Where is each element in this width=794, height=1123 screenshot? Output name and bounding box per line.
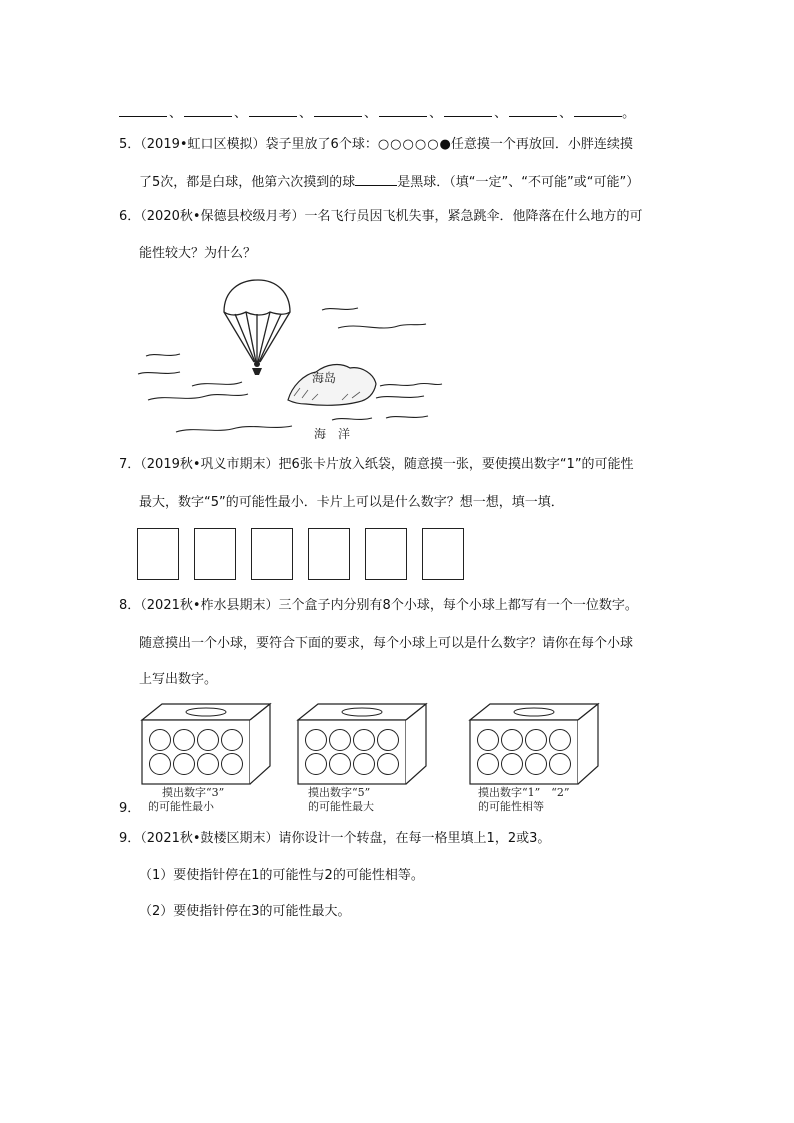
question-text: 随意摸出一个小球，要符合下面的要求，每个小球上可以是什么数字？请你在每个小球	[139, 636, 634, 651]
number-card[interactable]	[308, 528, 350, 580]
question-text: 上写出数字。	[139, 672, 218, 687]
q9-line-1	[119, 831, 550, 847]
pilot-icon	[252, 361, 262, 375]
q8-line-2	[139, 636, 633, 652]
question-number: 5．	[119, 137, 141, 152]
q5-line-2	[139, 173, 639, 191]
number-card[interactable]	[251, 528, 293, 580]
ball-box-1	[142, 704, 270, 813]
q4-blank-row	[119, 104, 635, 122]
answer-blank[interactable]	[249, 104, 297, 117]
q6-line-1	[119, 209, 643, 225]
question-text: 是黑球．（填“一定”、“不可能”或“可能”）	[397, 175, 640, 190]
box-caption-line-1: 摸出数字“1” “2”	[478, 786, 570, 799]
answer-blank[interactable]	[314, 104, 362, 117]
sea-waves	[138, 308, 442, 432]
question-source: （2019秋•巩义市期末）	[140, 457, 279, 472]
separator: 、	[494, 106, 508, 121]
answer-blank[interactable]	[355, 173, 397, 186]
end-mark: 。	[622, 106, 636, 121]
card-row	[137, 528, 464, 580]
q6-line-2	[139, 246, 256, 262]
number-card[interactable]	[365, 528, 407, 580]
answer-blank[interactable]	[184, 104, 232, 117]
ball-boxes-figure	[138, 700, 608, 818]
question-number: 9．	[119, 831, 141, 846]
question-text: （1）要使指针停在1的可能性与2的可能性相等。	[139, 868, 424, 883]
ball-box-2	[298, 704, 426, 813]
q9-sub-2	[139, 904, 351, 920]
island-icon	[288, 365, 376, 406]
separator: 、	[299, 106, 313, 121]
question-source: （2021秋•鼓楼区期末）	[140, 831, 279, 846]
box-caption-line-2: 的可能性最大	[308, 800, 374, 813]
question-source: （2021秋•柞水县期末）	[140, 598, 279, 613]
answer-blank[interactable]	[574, 104, 622, 117]
separator: 、	[234, 106, 248, 121]
answer-blank[interactable]	[444, 104, 492, 117]
question-text: 把6张卡片放入纸袋，随意摸一张，要使摸出数字“1”的可能性	[278, 457, 634, 472]
number-card[interactable]	[422, 528, 464, 580]
question-source: （2019•虹口区模拟）	[140, 137, 266, 152]
separator: 、	[429, 106, 443, 121]
question-number: 6．	[119, 209, 141, 224]
black-ball: ●	[439, 137, 451, 152]
ball-box-3	[470, 704, 598, 813]
box-caption-line-1: 摸出数字“5”	[308, 786, 371, 799]
question-text: （2）要使指针停在3的可能性最大。	[139, 904, 351, 919]
answer-blank[interactable]	[379, 104, 427, 117]
question-number: 7．	[119, 457, 141, 472]
white-balls: ○○○○○	[377, 137, 440, 152]
question-text: 了5次，都是白球，他第六次摸到的球	[139, 175, 356, 190]
parachute-figure	[136, 276, 496, 446]
separator: 、	[364, 106, 378, 121]
ocean-label: 海 洋	[314, 427, 351, 441]
island-label: 海岛	[312, 371, 337, 385]
q7-line-1	[119, 457, 634, 473]
q8-line-3	[139, 672, 217, 688]
q5-line-1	[119, 137, 633, 153]
question-text: 三个盒子内分别有8个小球，每个小球上都写有一个一位数字。	[278, 598, 638, 613]
q9-sub-1	[139, 868, 424, 884]
number-card[interactable]	[194, 528, 236, 580]
q7-line-2	[139, 495, 564, 511]
answer-blank[interactable]	[119, 104, 167, 117]
box-caption-line-2: 的可能性最小	[148, 800, 214, 813]
box-caption-line-2: 的可能性相等	[478, 800, 544, 813]
question-text: 能性较大？为什么？	[139, 246, 257, 261]
question-text: 任意摸一个再放回．小胖连续摸	[450, 137, 633, 152]
number-card[interactable]	[137, 528, 179, 580]
question-number: 8．	[119, 598, 141, 613]
question-text: 请你设计一个转盘，在每一格里填上1，2或3。	[278, 831, 551, 846]
answer-blank[interactable]	[509, 104, 557, 117]
question-text: 一名飞行员因飞机失事，紧急跳伞．他降落在什么地方的可	[304, 209, 643, 224]
question-text: 袋子里放了6个球：	[265, 137, 378, 152]
question-text: 最大，数字“5”的可能性最小．卡片上可以是什么数字？想一想，填一填．	[139, 495, 564, 510]
question-source: （2020秋•保德县校级月考）	[140, 209, 305, 224]
separator: 、	[169, 106, 183, 121]
parachute-icon	[224, 280, 290, 362]
separator: 、	[559, 106, 573, 121]
q8-line-1	[119, 598, 638, 614]
box-caption-line-1: 摸出数字“3”	[162, 786, 225, 799]
stray-label: 9．	[119, 801, 141, 816]
